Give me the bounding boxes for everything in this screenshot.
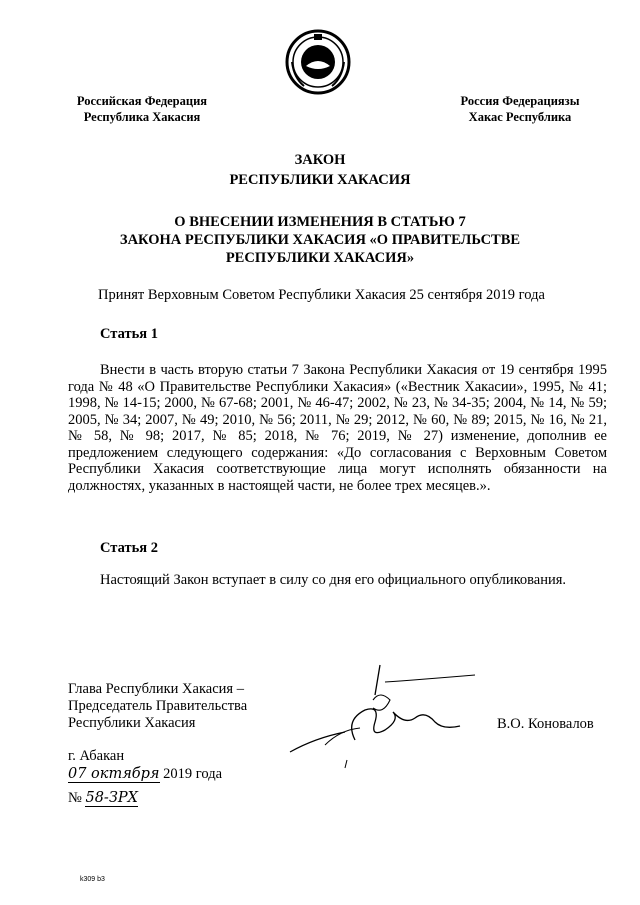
handwritten-law-number: 58-ЗРХ bbox=[85, 790, 138, 806]
signatory-name: В.О. Коновалов bbox=[497, 716, 594, 732]
signatory-title-line3: Республики Хакасия bbox=[68, 715, 196, 731]
year-suffix: 2019 года bbox=[163, 766, 223, 782]
signatory-title bbox=[68, 681, 247, 732]
header-right-line1: Россия Федерациязы bbox=[460, 94, 580, 108]
adoption-note: Принят Верховным Советом Республики Хакасия 25 сентября 2019 года bbox=[98, 287, 545, 303]
article2-text: Настоящий Закон вступает в силу со дня его официального опубликования. bbox=[100, 572, 567, 588]
law-title-republic: РЕСПУБЛИКИ ХАКАСИЯ bbox=[229, 172, 411, 188]
header-right-line2: Хакас Республика bbox=[468, 110, 572, 124]
footer-code: k309 b3 bbox=[80, 876, 105, 883]
signatory-title-line2: Председатель Правительства bbox=[68, 698, 248, 714]
header-right bbox=[430, 93, 610, 125]
city: г. Абакан bbox=[68, 748, 125, 764]
law-subject-line3: РЕСПУБЛИКИ ХАКАСИЯ» bbox=[225, 250, 415, 266]
signatory-title-line1: Глава Республики Хакасия – bbox=[68, 681, 244, 697]
date-line bbox=[68, 766, 222, 783]
article1-text: Внести в часть вторую статьи 7 Закона Республики Хакасия от 19 сентября 1995 года № 48 «О Правительстве Республики Хакасия» («Вестник Хакасии», 1995, № 41; 1998, № 14-15; 2000, № 67-68; 2001, № 46-47; 2002, № 23, № 34-35; 2004, № 14, № 59; 2005, № 34; 2007, № 49; 2010, № 56; 2011, № 29; 2012, № 60, № 89; 2015, № 16, № 21, № 58, № 98; 2017, № 85; 2018, № 76; 2019, № 27) изменение, дополнив ее предложением следующего содержания: «До согласования с Верховным Советом Республики Хакасия соответствующие лица могут исполнять обязанности на должностях, указанных в настоящей части, не более трех месяцев.». bbox=[68, 362, 607, 494]
article1-heading: Статья 1 bbox=[100, 326, 158, 342]
header-left-line2: Республика Хакасия bbox=[83, 110, 201, 124]
law-subject-line1: О ВНЕСЕНИИ ИЗМЕНЕНИЯ В СТАТЬЮ 7 bbox=[174, 214, 466, 230]
handwritten-date: 07 октября bbox=[68, 766, 160, 782]
header-left bbox=[62, 93, 222, 125]
header-left-line1: Российская Федерация bbox=[76, 94, 208, 108]
number-sign: № bbox=[68, 790, 82, 806]
handwritten-signature bbox=[285, 660, 495, 770]
coat-of-arms-seal bbox=[284, 28, 352, 96]
law-title: ЗАКОН bbox=[294, 152, 346, 168]
law-number-line bbox=[68, 790, 138, 807]
article2-heading: Статья 2 bbox=[100, 540, 158, 556]
law-subject-line2: ЗАКОНА РЕСПУБЛИКИ ХАКАСИЯ «О ПРАВИТЕЛЬСТВЕ bbox=[119, 232, 521, 248]
